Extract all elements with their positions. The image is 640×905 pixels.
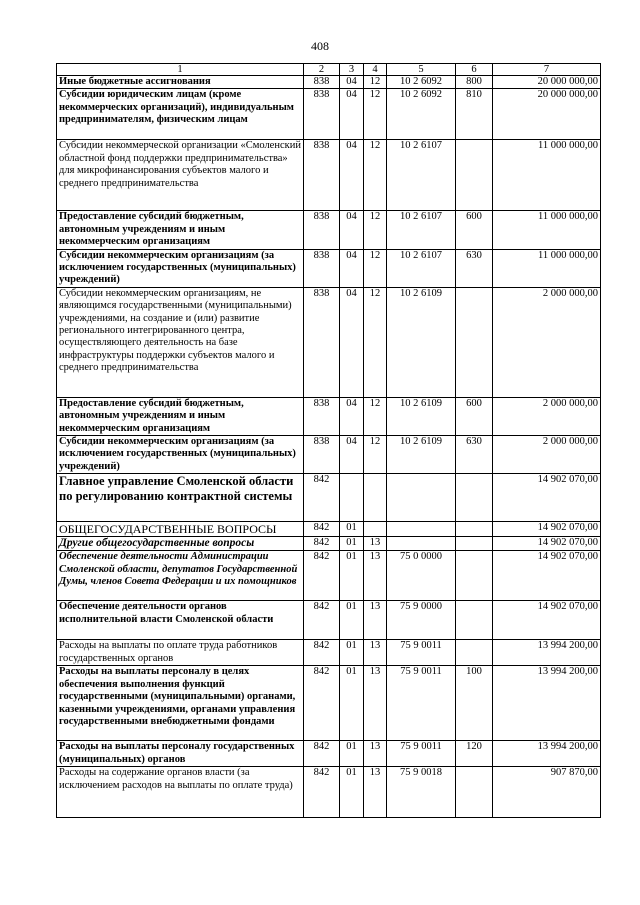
row-name: Главное управление Смоленской области по регулированию контрактной системы — [57, 474, 304, 522]
row-ministry-code: 842 — [304, 601, 340, 640]
row-target-code: 75 9 0018 — [387, 767, 456, 818]
row-target-code: 10 2 6109 — [387, 287, 456, 397]
row-ministry-code: 838 — [304, 89, 340, 140]
row-subsection-code: 12 — [364, 397, 387, 435]
row-expense-type: 100 — [456, 666, 493, 741]
row-expense-type: 800 — [456, 76, 493, 89]
row-ministry-code: 838 — [304, 140, 340, 211]
row-name: ОБЩЕГОСУДАРСТВЕННЫЕ ВОПРОСЫ — [57, 522, 304, 537]
row-expense-type — [456, 601, 493, 640]
row-expense-type: 630 — [456, 249, 493, 287]
row-target-code: 75 9 0000 — [387, 601, 456, 640]
row-subsection-code: 12 — [364, 76, 387, 89]
row-name: Предоставление субсидий бюджетным, автономным учреждениям и иным некоммерческим организациям — [57, 397, 304, 435]
page-number: 408 — [311, 39, 329, 53]
row-target-code — [387, 474, 456, 522]
row-name: Субсидии юридическим лицам (кроме некоммерческих организаций), индивидуальным предпринимателям, физическим лицам — [57, 89, 304, 140]
table-row — [57, 666, 601, 741]
row-section-code: 01 — [340, 601, 364, 640]
row-name: Обеспечение деятельности органов исполнительной власти Смоленской области — [57, 601, 304, 640]
row-target-code: 10 2 6109 — [387, 436, 456, 474]
table-row — [57, 287, 601, 397]
row-subsection-code: 12 — [364, 140, 387, 211]
table-header-row — [57, 64, 601, 76]
row-amount: 13 994 200,00 — [493, 640, 601, 666]
row-amount: 20 000 000,00 — [493, 89, 601, 140]
row-expense-type: 600 — [456, 211, 493, 249]
row-ministry-code: 842 — [304, 551, 340, 601]
row-target-code: 10 2 6092 — [387, 76, 456, 89]
header-col-3: 3 — [340, 64, 364, 76]
table-row — [57, 640, 601, 666]
row-name: Субсидии некоммерческим организациям (за исключением государственных (муниципальных) учреждений) — [57, 436, 304, 474]
row-section-code: 04 — [340, 249, 364, 287]
row-subsection-code: 13 — [364, 551, 387, 601]
row-expense-type: 600 — [456, 397, 493, 435]
table-row — [57, 601, 601, 640]
row-amount: 907 870,00 — [493, 767, 601, 818]
row-name: Субсидии некоммерческой организации «Смоленский областной фонд поддержки предпринимательства» для микрофинансирования субъектов малого и среднего предпринимательства — [57, 140, 304, 211]
row-amount: 14 902 070,00 — [493, 522, 601, 537]
row-name: Расходы на содержание органов власти (за исключением расходов на выплаты по оплате труда) — [57, 767, 304, 818]
row-amount: 20 000 000,00 — [493, 76, 601, 89]
row-ministry-code: 838 — [304, 287, 340, 397]
row-amount: 14 902 070,00 — [493, 551, 601, 601]
header-col-4: 4 — [364, 64, 387, 76]
row-target-code: 75 9 0011 — [387, 640, 456, 666]
row-expense-type — [456, 537, 493, 551]
row-section-code: 01 — [340, 537, 364, 551]
row-expense-type — [456, 474, 493, 522]
table-row — [57, 537, 601, 551]
row-target-code: 75 0 0000 — [387, 551, 456, 601]
row-expense-type — [456, 140, 493, 211]
row-subsection-code: 13 — [364, 640, 387, 666]
row-amount: 2 000 000,00 — [493, 287, 601, 397]
row-ministry-code: 842 — [304, 767, 340, 818]
row-subsection-code: 12 — [364, 436, 387, 474]
row-section-code: 01 — [340, 741, 364, 767]
row-target-code: 10 2 6107 — [387, 249, 456, 287]
row-expense-type — [456, 522, 493, 537]
row-target-code: 10 2 6109 — [387, 397, 456, 435]
header-col-1: 1 — [57, 64, 304, 76]
row-amount: 13 994 200,00 — [493, 741, 601, 767]
row-subsection-code: 12 — [364, 249, 387, 287]
row-ministry-code: 842 — [304, 666, 340, 741]
header-col-2: 2 — [304, 64, 340, 76]
row-amount: 11 000 000,00 — [493, 140, 601, 211]
table-row — [57, 436, 601, 474]
table-row — [57, 474, 601, 522]
row-ministry-code: 842 — [304, 522, 340, 537]
row-section-code: 01 — [340, 640, 364, 666]
row-section-code: 04 — [340, 211, 364, 249]
row-name: Предоставление субсидий бюджетным, автономным учреждениям и иным некоммерческим организациям — [57, 211, 304, 249]
row-ministry-code: 842 — [304, 640, 340, 666]
row-target-code: 10 2 6107 — [387, 211, 456, 249]
row-amount: 14 902 070,00 — [493, 474, 601, 522]
row-amount: 11 000 000,00 — [493, 211, 601, 249]
row-ministry-code: 838 — [304, 249, 340, 287]
budget-table — [56, 63, 601, 818]
row-subsection-code: 13 — [364, 741, 387, 767]
row-name: Расходы на выплаты персоналу в целях обеспечения выполнения функций государственными (муниципальными) органами, казенными учреждениями, органами управления государственными внебюджетными фондами — [57, 666, 304, 741]
row-section-code: 04 — [340, 397, 364, 435]
row-ministry-code: 838 — [304, 76, 340, 89]
row-subsection-code: 13 — [364, 767, 387, 818]
row-section-code: 01 — [340, 666, 364, 741]
row-ministry-code: 838 — [304, 211, 340, 249]
row-target-code: 10 2 6092 — [387, 89, 456, 140]
row-subsection-code — [364, 474, 387, 522]
row-subsection-code: 12 — [364, 211, 387, 249]
table-row — [57, 741, 601, 767]
row-expense-type — [456, 551, 493, 601]
row-ministry-code: 838 — [304, 397, 340, 435]
row-name: Обеспечение деятельности Администрации Смоленской области, депутатов Государственной Думы, членов Совета Федерации и их помощников — [57, 551, 304, 601]
row-section-code: 01 — [340, 551, 364, 601]
row-amount: 11 000 000,00 — [493, 249, 601, 287]
row-expense-type — [456, 287, 493, 397]
row-subsection-code: 12 — [364, 89, 387, 140]
row-section-code: 01 — [340, 522, 364, 537]
row-name: Расходы на выплаты по оплате труда работников государственных органов — [57, 640, 304, 666]
row-amount: 13 994 200,00 — [493, 666, 601, 741]
table-row — [57, 211, 601, 249]
row-expense-type: 120 — [456, 741, 493, 767]
row-amount: 2 000 000,00 — [493, 397, 601, 435]
row-section-code: 04 — [340, 436, 364, 474]
row-target-code — [387, 522, 456, 537]
row-subsection-code — [364, 522, 387, 537]
header-col-6: 6 — [456, 64, 493, 76]
row-subsection-code: 12 — [364, 287, 387, 397]
table-row — [57, 522, 601, 537]
row-target-code — [387, 537, 456, 551]
row-ministry-code: 842 — [304, 741, 340, 767]
row-section-code — [340, 474, 364, 522]
row-expense-type: 810 — [456, 89, 493, 140]
row-ministry-code: 842 — [304, 474, 340, 522]
row-section-code: 04 — [340, 76, 364, 89]
row-subsection-code: 13 — [364, 601, 387, 640]
row-name: Иные бюджетные ассигнования — [57, 76, 304, 89]
row-section-code: 04 — [340, 287, 364, 397]
row-target-code: 75 9 0011 — [387, 666, 456, 741]
header-col-7: 7 — [493, 64, 601, 76]
table-row — [57, 397, 601, 435]
row-target-code: 10 2 6107 — [387, 140, 456, 211]
table-row — [57, 551, 601, 601]
table-row — [57, 89, 601, 140]
row-name: Субсидии некоммерческим организациям, не являющимся государственными (муниципальными) учреждениями, на создание и (или) развитие регионального интегрированного центра, осуществляющего деятельность на базе инфраструктуры поддержки субъектов малого и среднего предпринимательства — [57, 287, 304, 397]
table-row — [57, 140, 601, 211]
row-section-code: 01 — [340, 767, 364, 818]
row-ministry-code: 842 — [304, 537, 340, 551]
row-name: Субсидии некоммерческим организациям (за исключением государственных (муниципальных) учреждений) — [57, 249, 304, 287]
row-subsection-code: 13 — [364, 537, 387, 551]
row-expense-type — [456, 767, 493, 818]
row-amount: 14 902 070,00 — [493, 601, 601, 640]
row-name: Другие общегосударственные вопросы — [57, 537, 304, 551]
row-section-code: 04 — [340, 89, 364, 140]
table-row — [57, 249, 601, 287]
row-ministry-code: 838 — [304, 436, 340, 474]
row-expense-type — [456, 640, 493, 666]
row-expense-type: 630 — [456, 436, 493, 474]
row-target-code: 75 9 0011 — [387, 741, 456, 767]
row-section-code: 04 — [340, 140, 364, 211]
row-amount: 2 000 000,00 — [493, 436, 601, 474]
table-row — [57, 76, 601, 89]
row-subsection-code: 13 — [364, 666, 387, 741]
header-col-5: 5 — [387, 64, 456, 76]
row-name: Расходы на выплаты персоналу государственных (муниципальных) органов — [57, 741, 304, 767]
table-row — [57, 767, 601, 818]
row-amount: 14 902 070,00 — [493, 537, 601, 551]
